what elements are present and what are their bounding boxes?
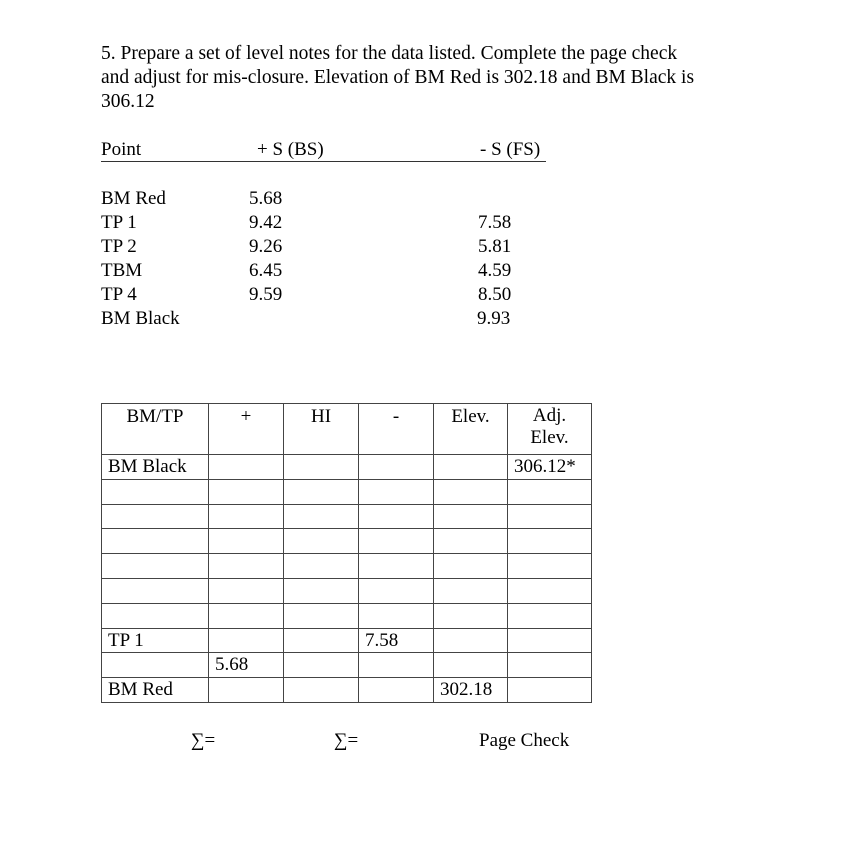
cell-elev[interactable]: 302.18 bbox=[434, 678, 508, 703]
header-point: Point bbox=[101, 139, 142, 160]
table-row bbox=[102, 455, 592, 480]
data-list bbox=[101, 187, 561, 331]
cell-hi[interactable] bbox=[284, 529, 359, 554]
cell-bmtp[interactable]: BM Red bbox=[102, 678, 209, 703]
col-header-bmtp: BM/TP bbox=[102, 404, 209, 455]
data-fs: 8.50 bbox=[478, 284, 512, 305]
sum-plus-label: ∑= bbox=[191, 730, 216, 751]
cell-elev[interactable] bbox=[434, 529, 508, 554]
page-check-label: Page Check bbox=[479, 730, 570, 751]
data-point: BM Red bbox=[101, 188, 166, 209]
data-row bbox=[101, 307, 561, 331]
cell-minus[interactable] bbox=[359, 603, 434, 628]
data-bs: 9.42 bbox=[249, 212, 283, 233]
problem-line-2: and adjust for mis-closure. Elevation of BM Red is 302.18 and BM Black is bbox=[101, 67, 695, 88]
data-row bbox=[101, 187, 561, 211]
table-header-row bbox=[102, 404, 592, 455]
data-point: TP 2 bbox=[101, 236, 137, 257]
cell-bmtp[interactable] bbox=[102, 529, 209, 554]
data-bs: 9.26 bbox=[249, 236, 283, 257]
table-row bbox=[102, 479, 592, 504]
sum-minus-label: ∑= bbox=[334, 730, 359, 751]
cell-hi[interactable] bbox=[284, 678, 359, 703]
cell-minus[interactable]: 7.58 bbox=[359, 628, 434, 653]
cell-plus[interactable] bbox=[209, 578, 284, 603]
adj-elev-line-2: Elev. bbox=[530, 427, 569, 448]
cell-adj-elev[interactable]: 306.12* bbox=[508, 455, 592, 480]
data-bs: 5.68 bbox=[249, 188, 283, 209]
data-point: TBM bbox=[101, 260, 143, 281]
cell-minus[interactable] bbox=[359, 578, 434, 603]
adj-elev-line-1: Adj. bbox=[532, 405, 567, 426]
cell-plus[interactable] bbox=[209, 603, 284, 628]
data-fs: 4.59 bbox=[478, 260, 512, 281]
col-header-elev: Elev. bbox=[434, 404, 508, 455]
cell-bmtp[interactable] bbox=[102, 504, 209, 529]
cell-hi[interactable] bbox=[284, 628, 359, 653]
cell-adj-elev[interactable] bbox=[508, 554, 592, 579]
cell-plus[interactable]: 5.68 bbox=[209, 653, 284, 678]
data-point: TP 1 bbox=[101, 212, 137, 233]
cell-elev[interactable] bbox=[434, 554, 508, 579]
cell-adj-elev[interactable] bbox=[508, 479, 592, 504]
cell-elev[interactable] bbox=[434, 578, 508, 603]
cell-minus[interactable] bbox=[359, 554, 434, 579]
cell-adj-elev[interactable] bbox=[508, 603, 592, 628]
data-point: TP 4 bbox=[101, 284, 137, 305]
cell-hi[interactable] bbox=[284, 578, 359, 603]
table-row bbox=[102, 653, 592, 678]
col-header-adj-elev bbox=[508, 404, 592, 455]
cell-adj-elev[interactable] bbox=[508, 628, 592, 653]
cell-plus[interactable] bbox=[209, 504, 284, 529]
cell-adj-elev[interactable] bbox=[508, 653, 592, 678]
cell-hi[interactable] bbox=[284, 504, 359, 529]
cell-minus[interactable] bbox=[359, 455, 434, 480]
col-header-hi: HI bbox=[284, 404, 359, 455]
table-row bbox=[102, 628, 592, 653]
cell-plus[interactable] bbox=[209, 529, 284, 554]
cell-bmtp[interactable] bbox=[102, 554, 209, 579]
cell-adj-elev[interactable] bbox=[508, 529, 592, 554]
cell-minus[interactable] bbox=[359, 479, 434, 504]
cell-plus[interactable] bbox=[209, 628, 284, 653]
cell-elev[interactable] bbox=[434, 603, 508, 628]
table-row bbox=[102, 678, 592, 703]
data-fs: 9.93 bbox=[477, 308, 511, 329]
cell-hi[interactable] bbox=[284, 653, 359, 678]
cell-bmtp[interactable] bbox=[102, 653, 209, 678]
data-row bbox=[101, 283, 561, 307]
cell-elev[interactable] bbox=[434, 628, 508, 653]
cell-bmtp[interactable] bbox=[102, 479, 209, 504]
data-row bbox=[101, 259, 561, 283]
cell-elev[interactable] bbox=[434, 479, 508, 504]
cell-elev[interactable] bbox=[434, 653, 508, 678]
cell-hi[interactable] bbox=[284, 479, 359, 504]
cell-minus[interactable] bbox=[359, 529, 434, 554]
data-point: BM Black bbox=[101, 308, 180, 329]
cell-elev[interactable] bbox=[434, 455, 508, 480]
cell-minus[interactable] bbox=[359, 504, 434, 529]
problem-line-1: 5. Prepare a set of level notes for the data listed. Complete the page check bbox=[101, 43, 678, 64]
table-row bbox=[102, 529, 592, 554]
cell-bmtp[interactable] bbox=[102, 578, 209, 603]
header-foresight: - S (FS) bbox=[480, 139, 541, 160]
data-bs: 9.59 bbox=[249, 284, 283, 305]
cell-minus[interactable] bbox=[359, 678, 434, 703]
header-backsight: + S (BS) bbox=[257, 139, 324, 160]
table-row bbox=[102, 554, 592, 579]
data-header bbox=[101, 139, 546, 162]
problem-line-3: 306.12 bbox=[101, 91, 155, 112]
problem-statement bbox=[101, 42, 781, 114]
cell-bmtp[interactable] bbox=[102, 603, 209, 628]
table-row bbox=[102, 504, 592, 529]
data-row bbox=[101, 211, 561, 235]
cell-adj-elev[interactable] bbox=[508, 678, 592, 703]
cell-hi[interactable] bbox=[284, 603, 359, 628]
data-bs: 6.45 bbox=[249, 260, 283, 281]
cell-plus[interactable] bbox=[209, 678, 284, 703]
cell-bmtp[interactable]: TP 1 bbox=[102, 628, 209, 653]
cell-adj-elev[interactable] bbox=[508, 578, 592, 603]
col-header-plus: + bbox=[209, 404, 284, 455]
cell-hi[interactable] bbox=[284, 554, 359, 579]
cell-hi[interactable] bbox=[284, 455, 359, 480]
cell-plus[interactable] bbox=[209, 554, 284, 579]
data-row bbox=[101, 235, 561, 259]
cell-plus[interactable] bbox=[209, 479, 284, 504]
level-notes-table bbox=[101, 403, 592, 703]
table-row bbox=[102, 603, 592, 628]
cell-minus[interactable] bbox=[359, 653, 434, 678]
cell-plus[interactable] bbox=[209, 455, 284, 480]
col-header-minus: - bbox=[359, 404, 434, 455]
data-fs: 5.81 bbox=[478, 236, 512, 257]
cell-elev[interactable] bbox=[434, 504, 508, 529]
cell-bmtp[interactable]: BM Black bbox=[102, 455, 209, 480]
table-row bbox=[102, 578, 592, 603]
data-fs: 7.58 bbox=[478, 212, 512, 233]
cell-adj-elev[interactable] bbox=[508, 504, 592, 529]
